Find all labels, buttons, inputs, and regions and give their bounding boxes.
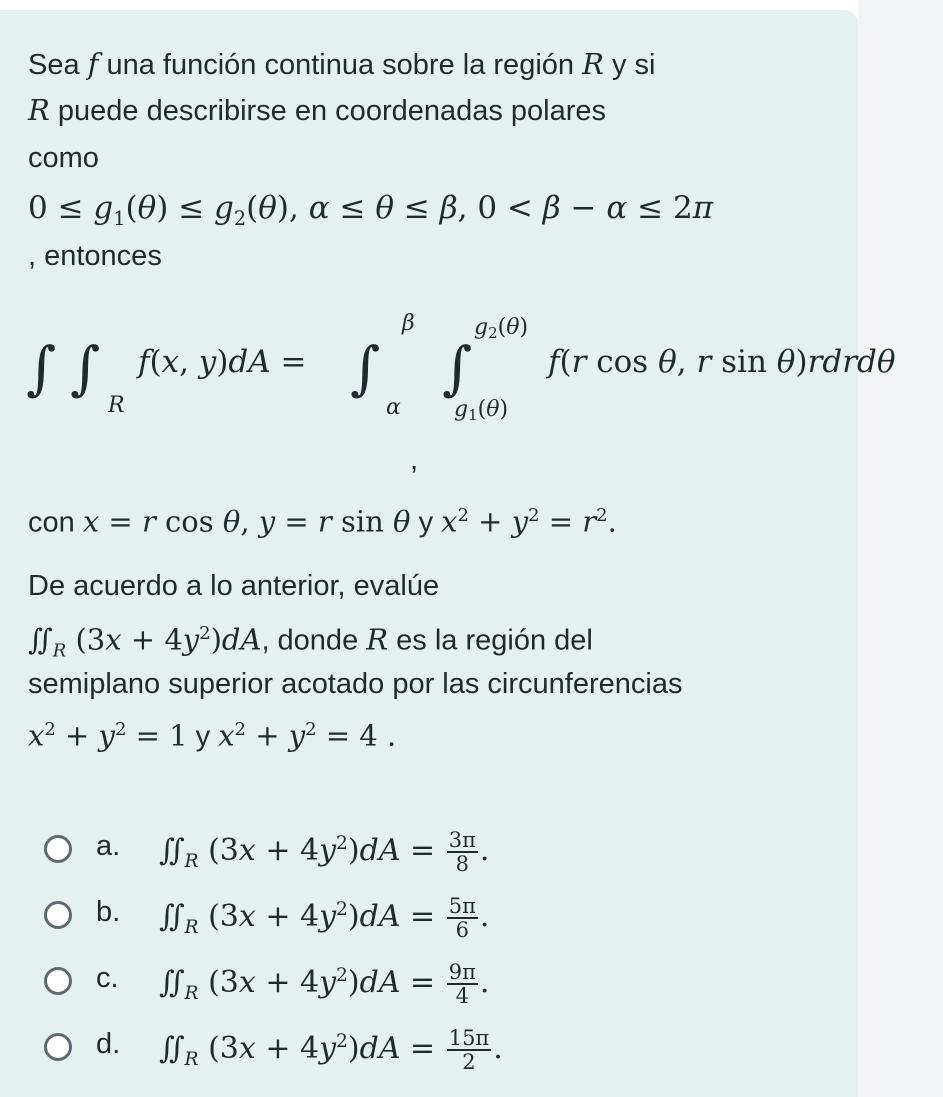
question-line-8: $∬_R$ $(3x + 4y^2)dA$, donde R es la región del	[28, 622, 593, 662]
question-line-1: Sea f una función continua sobre la región R y si	[28, 47, 656, 81]
svg-text:f(r cos θ, r sin θ)rdrdθ: f(r cos θ, r sin θ)rdrdθ	[548, 344, 896, 380]
svg-text:∫: ∫	[350, 334, 381, 402]
option-expression: $∬_R$ $(3x + 4y^2)dA$ = $\frac{3\pi}{8}$ .	[159, 828, 490, 876]
option-numerator: 9π	[448, 960, 476, 984]
svg-text:∫: ∫	[70, 334, 101, 402]
option-denominator: 8	[455, 852, 469, 876]
question-line-6: con x = r cos θ, y = r sin θ y $x^2 + y^2 = r^2$.	[28, 504, 617, 539]
page-right-margin	[858, 0, 943, 1097]
svg-text:∫: ∫	[442, 334, 473, 402]
svg-text:g2(θ): g2(θ)	[474, 315, 529, 342]
option-letter: c.	[96, 962, 119, 994]
polar-region-inequality: $0 \le g_1(\theta) \le g_2(\theta)$, α ≤ θ ≤ β, 0 < β − α ≤ 2π	[28, 190, 714, 231]
radio-button-a[interactable]	[44, 835, 72, 863]
question-card	[0, 10, 896, 1097]
polar-double-integral-formula	[20, 290, 896, 440]
radio-button-b[interactable]	[44, 901, 72, 929]
svg-text:∫: ∫	[26, 334, 57, 402]
option-letter: a.	[96, 830, 121, 862]
option-expression: $∬_R$ $(3x + 4y^2)dA$ = $\frac{15\pi}{2}$ .	[159, 1026, 503, 1074]
option-denominator: 2	[462, 1050, 476, 1074]
question-line-9: semiplano superior acotado por las circunferencias	[28, 668, 683, 700]
svg-text:β: β	[402, 311, 415, 336]
option-denominator: 6	[455, 918, 469, 942]
question-line-10: $x^2 + y^2 = 1$ y $x^2 + y^2 = 4$ .	[28, 718, 397, 753]
question-line-3: como	[28, 142, 99, 174]
svg-text:f(x, y)dA =: f(x, y)dA =	[138, 344, 307, 380]
option-expression: $∬_R$ $(3x + 4y^2)dA$ = $\frac{9\pi}{4}$ .	[159, 960, 490, 1008]
svg-text:R: R	[108, 393, 125, 418]
radio-button-c[interactable]	[44, 967, 72, 995]
option-numerator: 3π	[448, 828, 476, 852]
option-letter: d.	[96, 1028, 121, 1060]
svg-text:α: α	[386, 395, 401, 420]
option-numerator: 5π	[448, 894, 476, 918]
option-denominator: 4	[455, 984, 469, 1008]
question-line-5: , entonces	[28, 240, 162, 272]
question-line-2: R puede describirse en coordenadas polares	[28, 93, 607, 127]
option-expression: $∬_R$ $(3x + 4y^2)dA$ = $\frac{5\pi}{6}$ .	[159, 894, 490, 942]
option-letter: b.	[96, 896, 121, 928]
option-numerator: 15π	[448, 1026, 490, 1050]
svg-text:g1(θ): g1(θ)	[454, 397, 509, 424]
radio-button-d[interactable]	[44, 1033, 72, 1061]
formula-comma: ,	[410, 444, 419, 476]
question-line-7: De acuerdo a lo anterior, evalúe	[28, 570, 440, 602]
